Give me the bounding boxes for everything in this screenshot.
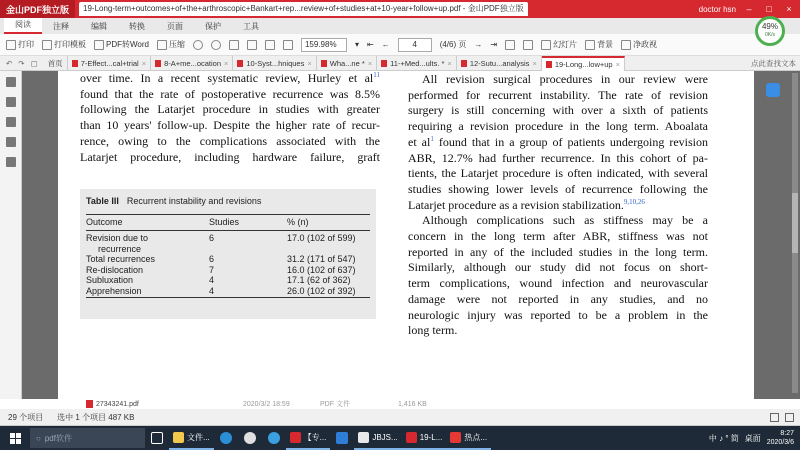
text-line: studies showing lower levels of recurrence following the xyxy=(408,181,708,196)
first-page-icon[interactable]: ⇤ xyxy=(366,40,374,49)
text-line: performed for recurrent instability. The rate of revision xyxy=(408,87,708,102)
pdf-to-word-button[interactable]: PDF转Word xyxy=(94,39,149,50)
zoom-in-icon[interactable] xyxy=(283,40,293,50)
rotate-right-icon[interactable] xyxy=(211,40,221,50)
menu-read[interactable]: 阅读 xyxy=(4,18,42,34)
app-badge[interactable]: 金山PDF独立版 xyxy=(0,0,75,18)
zoom-input[interactable]: 159.98% xyxy=(301,38,347,52)
print-button[interactable]: 打印 xyxy=(6,39,34,50)
left-column xyxy=(80,71,380,165)
printer-icon xyxy=(6,40,16,50)
taskbar xyxy=(0,426,800,450)
rotate-left-icon[interactable] xyxy=(193,40,203,50)
menu-page[interactable]: 页面 xyxy=(167,21,183,31)
table-title: Table III Recurrent instability and revisions xyxy=(86,196,262,206)
last-page-icon[interactable]: ⇥ xyxy=(490,40,498,49)
edge-icon[interactable] xyxy=(214,426,238,450)
vertical-scrollbar[interactable] xyxy=(792,73,798,393)
tab-document[interactable]: 10-Syst...hniques × xyxy=(233,56,316,71)
close-icon[interactable]: × xyxy=(307,58,312,68)
eye-mode-button[interactable]: 净政视 xyxy=(621,39,657,50)
compress-button[interactable]: 压缩 xyxy=(157,39,185,50)
pdf-icon xyxy=(546,61,552,68)
text-line: requiring a revision procedure in the long term. Aboalata xyxy=(408,119,708,134)
pdf-file-icon xyxy=(86,400,93,408)
tiles-view-icon[interactable] xyxy=(785,413,794,422)
pdf-icon xyxy=(237,60,243,67)
text-line: Although complications such as stiffness may be a xyxy=(422,213,708,228)
single-page-icon[interactable] xyxy=(505,40,515,50)
page-total: (4/6) 页 xyxy=(439,40,467,49)
close-icon[interactable]: × xyxy=(532,58,537,68)
minimize-icon[interactable]: – xyxy=(746,4,752,14)
performance-widget[interactable]: 49% 0K/s xyxy=(755,16,785,46)
toolbar xyxy=(0,34,800,56)
slideshow-icon xyxy=(541,40,551,50)
file-type: PDF 文件 xyxy=(320,401,350,408)
table-row: Revision due to 6 17.0 (102 of 599) xyxy=(86,233,356,244)
qq-browser-icon[interactable] xyxy=(262,426,286,450)
pdf-icon xyxy=(155,60,161,67)
menu-bar xyxy=(0,18,800,34)
wps-icon[interactable] xyxy=(330,426,354,450)
task-view-icon[interactable] xyxy=(145,426,169,450)
text-line: Latarjet procedure as a revision stabilization.$^{9,10,26}$ xyxy=(408,197,645,212)
close-icon[interactable]: × xyxy=(224,58,229,68)
close-icon[interactable]: × xyxy=(367,58,373,68)
text-line: than 10 years' follow-up. Despite the higher rate of recur- xyxy=(80,118,380,133)
close-icon[interactable]: × xyxy=(141,58,147,68)
taskbar-app-jbjs[interactable]: JBJS... xyxy=(354,426,401,450)
pdf-icon xyxy=(321,60,327,67)
start-button[interactable] xyxy=(0,426,30,450)
slideshow-button[interactable]: 幻灯片 xyxy=(541,39,577,50)
menu-tools[interactable]: 工具 xyxy=(243,21,259,31)
taskbar-search[interactable]: ○ pdf软件 xyxy=(30,428,145,448)
left-sidebar xyxy=(0,71,22,399)
next-page-icon[interactable]: → xyxy=(474,40,483,49)
search-icon: ○ xyxy=(36,433,41,443)
bookmark-icon[interactable] xyxy=(6,97,16,107)
taskbar-app-hotspot[interactable]: 热点... xyxy=(446,426,491,450)
thumbnail-icon[interactable] xyxy=(6,77,16,87)
scrollbar-thumb[interactable] xyxy=(792,193,798,253)
word-icon xyxy=(94,40,104,50)
page-input[interactable]: 4 xyxy=(398,38,432,52)
text-line: over time. In a recent systematic review, Hurley et $al^{11}$ xyxy=(80,71,380,85)
text-line: neurologic injury was reported to be a problem in the xyxy=(408,307,708,322)
system-tray xyxy=(709,429,800,447)
explorer-file-row[interactable] xyxy=(0,399,800,409)
window-title: 19-Long-term+outcomes+of+the+arthroscopic+Bankart+rep...review+of+studies+at+10-year+follow+up.pdf - 金山PDF独立版 xyxy=(79,2,528,16)
text-line: ABR, 12.7% had further recurrence. In this cohort of pa- xyxy=(408,150,708,165)
text-line: rence, owing to the complications associated with the xyxy=(80,133,380,148)
maximize-icon[interactable]: □ xyxy=(766,4,772,14)
annotation-icon[interactable] xyxy=(6,117,16,127)
file-date: 2020/3/2 18:59 xyxy=(243,400,290,408)
tab-document[interactable]: 8-A+me...ocation × xyxy=(151,56,233,71)
tray-icons[interactable]: 中 ♪ ° 简 xyxy=(708,433,739,443)
table-row: Subluxation 4 17.1 (62 of 362) xyxy=(86,275,351,286)
taskbar-app-zhuan[interactable]: 【专... xyxy=(286,426,331,450)
zoom-dropdown-icon[interactable]: ▾ xyxy=(354,40,359,49)
tab-document[interactable]: Wha...ne * × xyxy=(317,56,377,71)
background-button[interactable]: 背景 xyxy=(585,39,613,50)
text-line: reported in any of the included studies in the long term. xyxy=(408,244,708,259)
prev-page-icon[interactable]: ← xyxy=(381,40,390,49)
tool-icon[interactable] xyxy=(766,83,780,97)
selection-info: 选中 1 个项目 487 KB xyxy=(57,412,135,422)
right-column xyxy=(408,72,708,339)
text-line: term complications, wound infection and neurovascular xyxy=(408,276,708,291)
file-name: 27343241.pdf xyxy=(96,400,139,408)
menu-annotate[interactable]: 注释 xyxy=(53,21,69,31)
tab-document-active[interactable]: 19-Long...low+up × xyxy=(542,56,625,71)
table-row: Apprehension 4 26.0 (102 of 392) xyxy=(86,285,356,296)
fit-page-icon[interactable] xyxy=(229,40,239,50)
text-line: long term. xyxy=(408,323,458,338)
text-line: tients, the Latarjet procedure is often indicated, with several xyxy=(408,166,708,181)
table-row: recurrence xyxy=(98,243,142,254)
details-view-icon[interactable] xyxy=(770,413,779,422)
taskbar-app-explorer[interactable]: 文件... xyxy=(169,426,214,450)
eye-icon xyxy=(621,40,631,50)
menu-protect[interactable]: 保护 xyxy=(205,21,221,31)
pdf-icon xyxy=(381,60,387,67)
close-icon[interactable]: × xyxy=(615,59,620,69)
back-icon[interactable]: ↶ xyxy=(6,58,13,68)
tab-document[interactable]: 7-Effect...cal+trial × xyxy=(68,56,151,71)
explorer-status-bar xyxy=(0,409,800,426)
table-row: Total recurrences 6 31.2 (171 of 547) xyxy=(86,254,356,265)
background-icon xyxy=(585,40,595,50)
table-header: Outcome Studies % (n) xyxy=(86,216,309,227)
tab-document[interactable]: 11-+Med...ults. * × xyxy=(377,56,457,71)
compress-icon xyxy=(157,40,167,50)
attachment-icon[interactable] xyxy=(6,137,16,147)
item-count: 29 个项目 xyxy=(8,412,44,422)
menu-convert[interactable]: 转换 xyxy=(129,21,145,31)
text-line: found that the rate of postoperative recurrence was 8.5% xyxy=(80,86,380,101)
tab-document[interactable]: 12-Sutu...analysis × xyxy=(457,56,542,71)
chrome-icon[interactable] xyxy=(238,426,262,450)
double-page-icon[interactable] xyxy=(523,40,533,50)
search-icon[interactable] xyxy=(6,157,16,167)
title-bar xyxy=(0,0,800,18)
pdf-page xyxy=(58,71,754,399)
pdf-icon xyxy=(461,60,467,67)
close-icon[interactable]: × xyxy=(786,4,792,14)
text-line: Latarjet procedure, including hardware failure, graft xyxy=(80,149,380,164)
print-template-button[interactable]: 打印模板 xyxy=(42,39,86,50)
save-icon[interactable]: ▢ xyxy=(30,58,38,68)
text-line: Similarly, although our study did not focus on short- xyxy=(408,260,708,275)
table-row: Re-dislocation 7 16.0 (102 of 637) xyxy=(86,264,356,275)
fit-width-icon[interactable] xyxy=(247,40,257,50)
file-size: 1,416 KB xyxy=(398,400,427,408)
text-line: All revision surgical procedures in our review were xyxy=(422,72,708,86)
find-text-input[interactable]: 点此查找文本 xyxy=(751,58,796,68)
text-line: concern in the long term after ABR, stiffness was not xyxy=(408,229,708,244)
template-icon xyxy=(42,40,52,50)
right-panel xyxy=(760,71,800,399)
text-line: following the Latarjet procedure in studies with greater xyxy=(80,102,380,117)
zoom-out-icon[interactable] xyxy=(265,40,275,50)
tab-home[interactable]: 首页 xyxy=(44,56,68,71)
close-icon[interactable]: × xyxy=(447,58,452,68)
forward-icon[interactable]: ↷ xyxy=(18,58,25,68)
menu-edit[interactable]: 编辑 xyxy=(91,21,107,31)
user-name[interactable]: doctor hsn xyxy=(698,4,736,14)
document-tabs xyxy=(0,56,800,71)
text-line: surgery is still concerning with over a sixth of patients xyxy=(408,103,708,118)
table-iii xyxy=(80,189,376,319)
clock[interactable]: 8:27 2020/3/6 xyxy=(766,430,794,446)
text-line: damage were not reported in any studies, and no xyxy=(408,291,708,306)
taskbar-app-pdf[interactable]: 19-L... xyxy=(402,426,447,450)
pdf-icon xyxy=(72,60,78,67)
show-desktop[interactable]: 桌面 xyxy=(744,433,761,443)
text-line: et $al^1$ found that in a group of patients undergoing revision xyxy=(408,134,708,149)
